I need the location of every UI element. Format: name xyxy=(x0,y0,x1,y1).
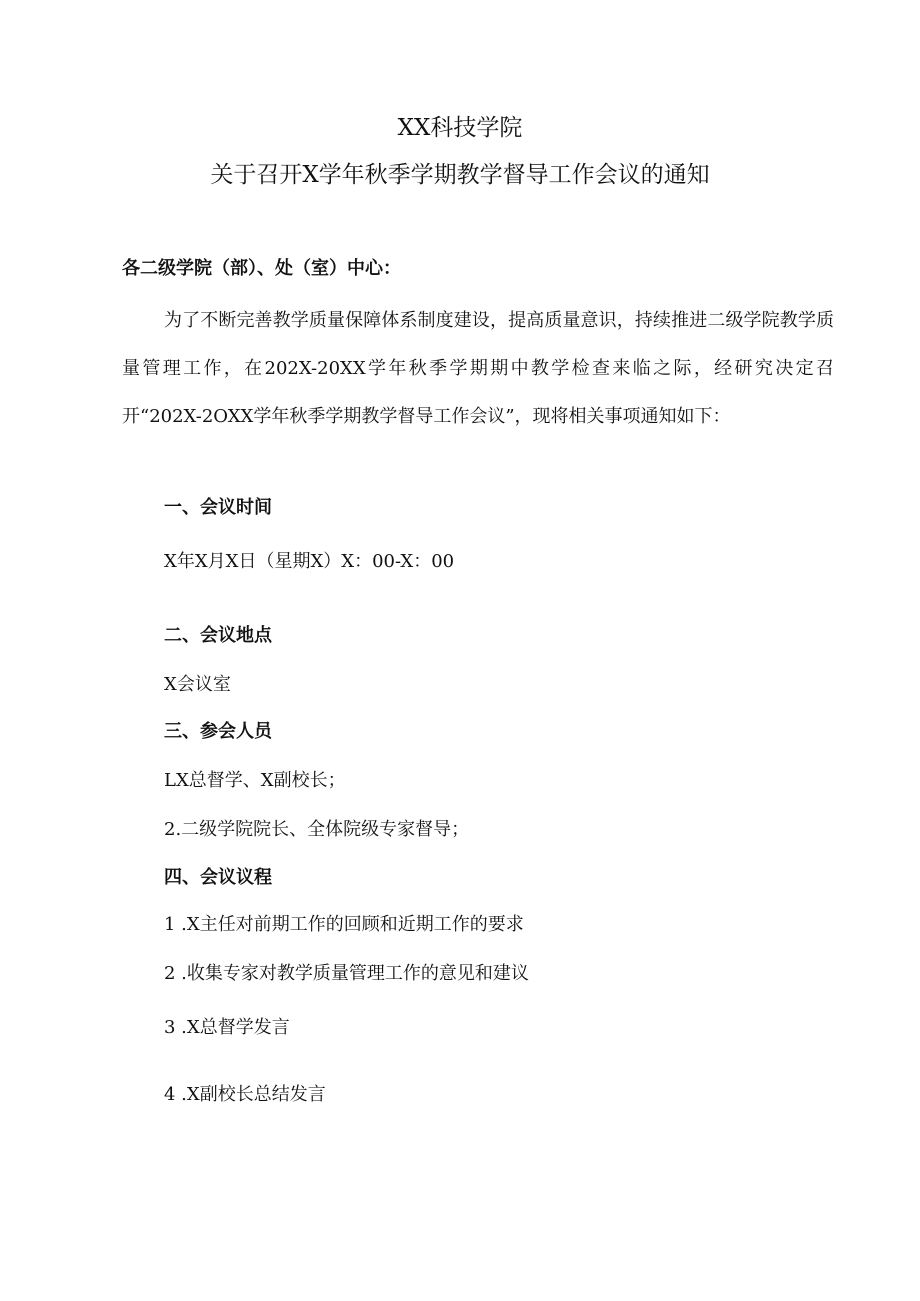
agenda-item: 1 .X主任对前期工作的回顾和近期工作的要求 xyxy=(164,914,524,935)
agenda-item: 4 .X副校长总结发言 xyxy=(164,1084,326,1105)
intro-paragraph: 为了不断完善教学质量保障体系制度建设，提高质量意识，持续推进二级学院教学质量管理工作，在202X-20XX学年秋季学期期中教学检查来临之际，经研究决定召开“202X-2OXX学年秋季学期教学督导工作会议”，现将相关事项通知如下： xyxy=(122,310,834,427)
agenda-item: 3 .X总督学发言 xyxy=(164,1017,290,1038)
notice-title: 关于召开X学年秋季学期教学督导工作会议的通知 xyxy=(210,162,710,188)
salutation: 各二级学院（部）、处（室）中心： xyxy=(122,258,401,279)
agenda-item: 2 .收集专家对教学质量管理工作的意见和建议 xyxy=(164,963,529,984)
meeting-time: X年X月X日（星期X）X：00-X：00 xyxy=(164,551,455,572)
meeting-location: X会议室 xyxy=(164,674,231,695)
attendee-item: 2.二级学院院长、全体院级专家督导； xyxy=(164,819,470,840)
section-heading-agenda: 四、会议议程 xyxy=(164,867,272,888)
org-title: XX科技学院 xyxy=(397,115,523,141)
section-heading-time: 一、会议时间 xyxy=(164,497,272,518)
section-heading-location: 二、会议地点 xyxy=(164,625,272,646)
attendee-item: LX总督学、X副校长； xyxy=(164,770,346,791)
section-heading-attendees: 三、参会人员 xyxy=(164,721,272,742)
